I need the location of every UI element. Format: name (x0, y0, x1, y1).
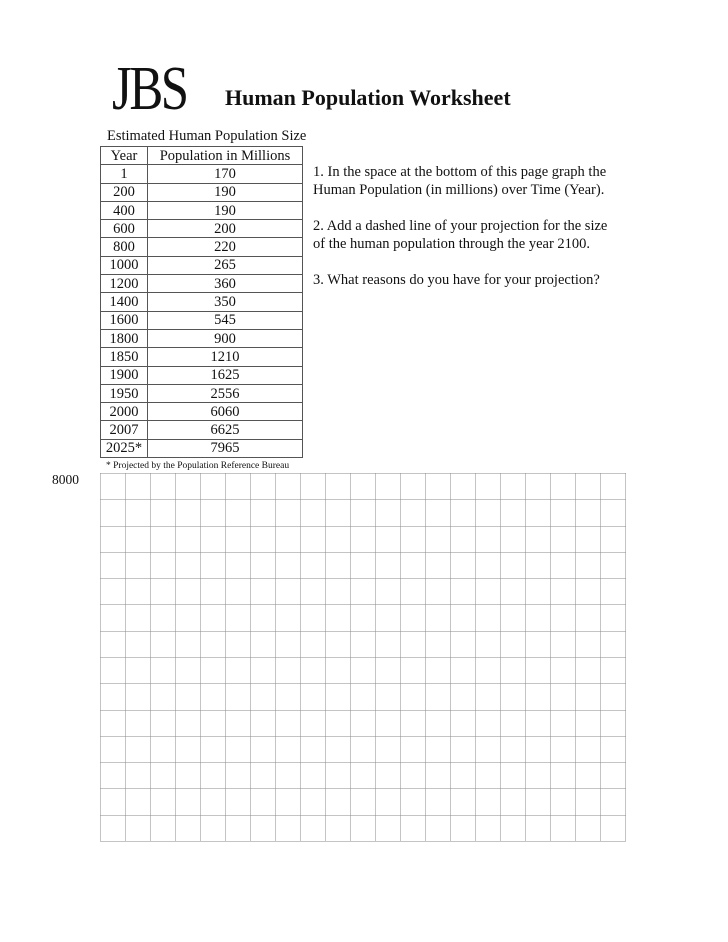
table-row (101, 275, 303, 293)
year-cell: 200 (101, 183, 148, 201)
table-row (101, 220, 303, 238)
table-row (101, 238, 303, 256)
population-cell: 190 (148, 183, 303, 201)
population-cell: 220 (148, 238, 303, 256)
population-cell: 6625 (148, 421, 303, 439)
population-cell: 1210 (148, 348, 303, 366)
table-row (101, 439, 303, 457)
population-cell: 360 (148, 275, 303, 293)
population-table (100, 146, 303, 458)
question-2: 2. Add a dashed line of your projection for the size of the human population through the year 2100. (313, 218, 608, 252)
table-header-row (101, 147, 303, 165)
population-cell: 170 (148, 165, 303, 183)
population-cell: 900 (148, 329, 303, 347)
table-row (101, 293, 303, 311)
year-cell: 1800 (101, 329, 148, 347)
question-list (313, 163, 623, 307)
year-cell: 1000 (101, 256, 148, 274)
column-header-population: Population in Millions (148, 147, 303, 165)
year-cell: 1850 (101, 348, 148, 366)
table-footnote: * Projected by the Population Reference Bureau (106, 461, 290, 471)
population-cell: 2556 (148, 384, 303, 402)
table-row (101, 311, 303, 329)
year-cell: 1 (101, 165, 148, 183)
table-row (101, 165, 303, 183)
table-row (101, 329, 303, 347)
table-caption: Estimated Human Population Size (107, 128, 307, 144)
graph-paper-grid[interactable] (100, 473, 626, 842)
year-cell: 400 (101, 201, 148, 219)
population-cell: 6060 (148, 403, 303, 421)
population-cell: 200 (148, 220, 303, 238)
population-cell: 7965 (148, 439, 303, 457)
table-row (101, 201, 303, 219)
year-cell: 800 (101, 238, 148, 256)
year-cell: 600 (101, 220, 148, 238)
grid-lines (100, 473, 627, 843)
year-cell: 1400 (101, 293, 148, 311)
table-row (101, 256, 303, 274)
table-row (101, 384, 303, 402)
population-cell: 190 (148, 201, 303, 219)
question-3: 3. What reasons do you have for your projection? (313, 272, 600, 288)
page-title: Human Population Worksheet (225, 85, 511, 110)
population-cell: 265 (148, 256, 303, 274)
year-cell: 1950 (101, 384, 148, 402)
column-header-year: Year (101, 147, 148, 165)
graph-y-max-label: 8000 (52, 472, 79, 487)
question-1: 1. In the space at the bottom of this page graph the Human Population (in millions) over Time (Year). (313, 164, 607, 198)
population-cell: 1625 (148, 366, 303, 384)
year-cell: 2007 (101, 421, 148, 439)
population-cell: 545 (148, 311, 303, 329)
table-row (101, 403, 303, 421)
table-row (101, 348, 303, 366)
year-cell: 2025* (101, 439, 148, 457)
year-cell: 1900 (101, 366, 148, 384)
year-cell: 2000 (101, 403, 148, 421)
population-cell: 350 (148, 293, 303, 311)
table-row (101, 421, 303, 439)
year-cell: 1200 (101, 275, 148, 293)
table-row (101, 183, 303, 201)
jbs-logo: JBS (112, 55, 187, 123)
table-row (101, 366, 303, 384)
year-cell: 1600 (101, 311, 148, 329)
